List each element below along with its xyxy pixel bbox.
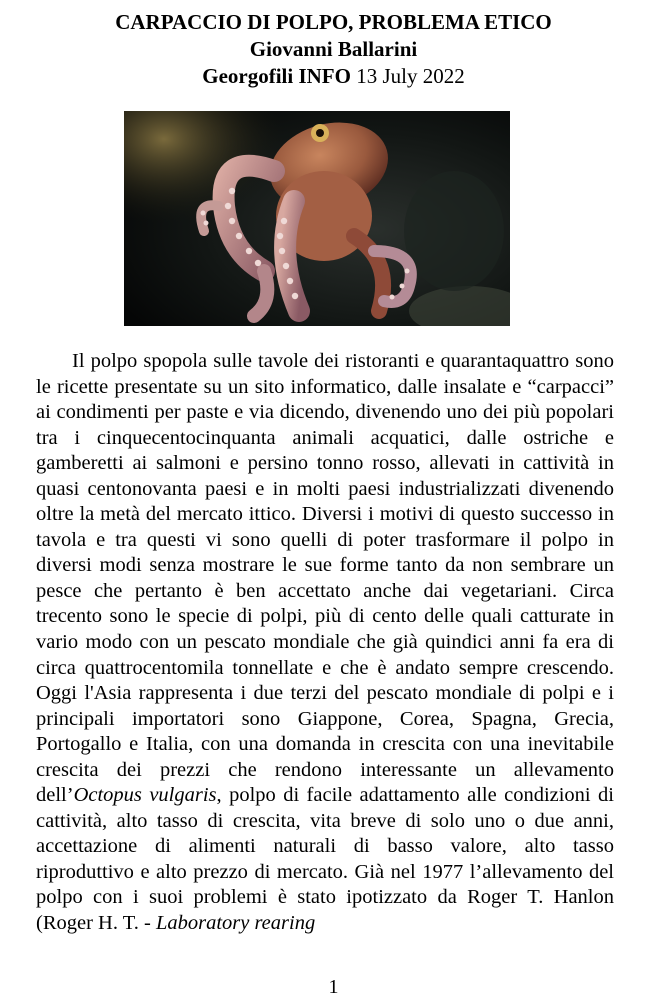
article-source — [0, 63, 667, 90]
paragraph-text-part-1: Il polpo spopola sulle tavole dei ristoranti e quarantaquattro sono le ricette presentate su un sito informatico, dalle insalate e “carpacci” ai condimenti per paste e via dicendo, divenendo uno dei più popolari tra i cinquecentocinquanta animali acquatici, dalle ostriche e gamberetti ai salmoni e persino tonno rosso, allevati in cattività in quasi centonovanta paesi e in molti paesi industrializzati divenendo oltre la metà del mercato ittico. Diversi i motivi di questo successo in tavola e tra questi vi sono quelli di poter trasformare il polpo in diversi modi senza mostrare le sue forme tanto da non sembrare un pesce che pertanto è ben accettato anche dai vegetariani. Circa trecento sono le specie di polpi, più di cento delle quali catturate in vario modo con un pescato mondiale che già quindici anni fa era di circa quattrocentomila tonnellate e che è andato sempre crescendo. Oggi l'Asia rappresenta i due terzi del pescato mondiale di polpi e i principali importatori sono Giappone, Corea, Spagna, Grecia, Portogallo e Italia, con una domanda in crescita con una inevitabile crescita dei prezzi che rendono interessante un allevamento dell’ — [36, 350, 614, 807]
species-name: Octopus vulgaris — [73, 784, 217, 807]
paragraph-text-part-2: , polpo di facile adattamento alle condizioni di cattività, alto tasso di crescita, vita breve di solo uno o due anni, accettazione di alimenti naturali di basso valore, alto tasso riproduttivo e alto prezzo di mercato. Già nel 1977 l’allevamento del polpo con i suoi problemi è stato ipotizzato da Roger T. Hanlon (Roger H. T. - — [36, 784, 614, 935]
page-number: 1 — [328, 976, 339, 998]
article-body — [36, 349, 614, 937]
octopus-photo — [124, 111, 510, 326]
article-header — [0, 9, 667, 90]
citation-title: Laboratory rearing — [155, 912, 316, 935]
source-date: 13 July 2022 — [356, 64, 465, 88]
octopus-illustration — [124, 111, 510, 326]
article-author: Giovanni Ballarini — [249, 37, 418, 61]
source-name: Georgofili INFO — [202, 64, 351, 88]
article-title: CARPACCIO DI POLPO, PROBLEMA ETICO — [115, 10, 552, 34]
